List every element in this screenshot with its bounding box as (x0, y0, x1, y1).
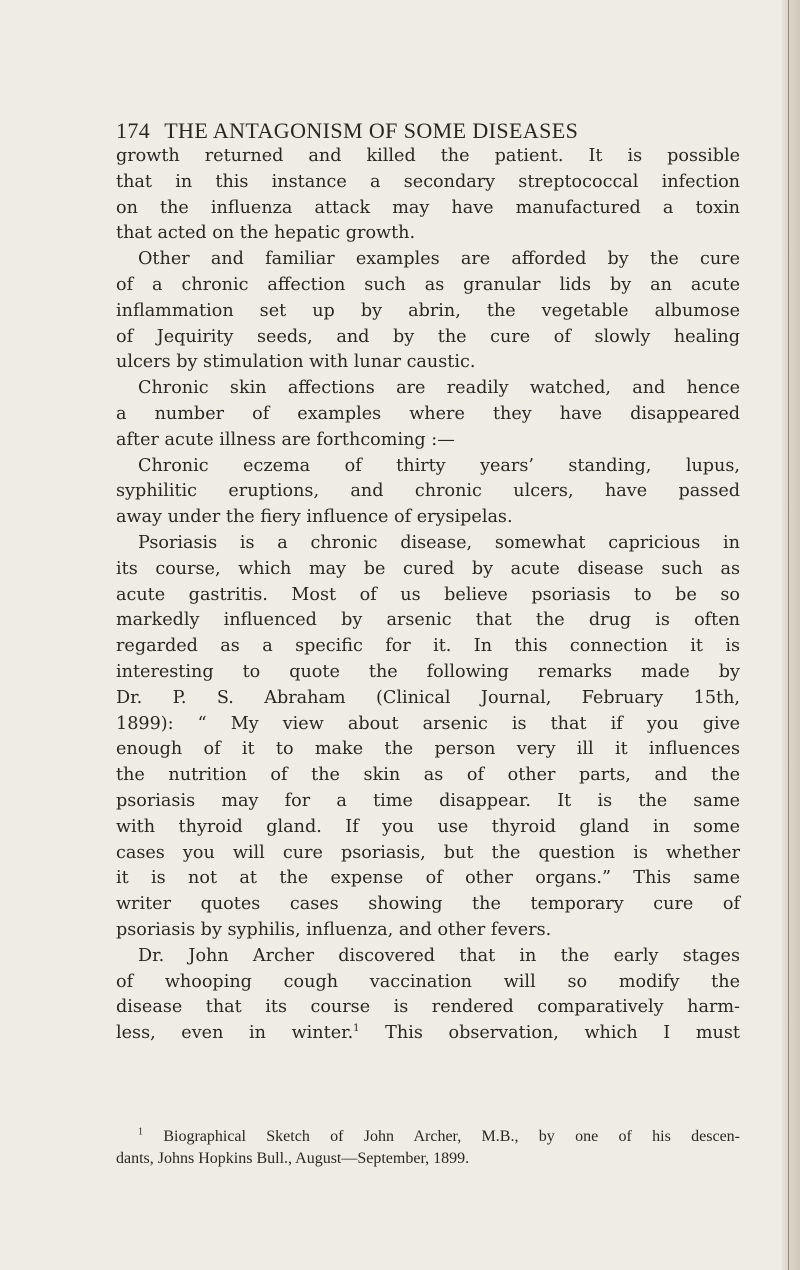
footnote-marker: 1 (138, 1126, 143, 1138)
text-line: that acted on the hepatic growth. (116, 223, 416, 244)
text-line: regarded as a specific for it. In this connection it is (116, 636, 740, 657)
text-line: of a chronic affection such as granular lids by an acute (116, 274, 740, 295)
text-line: ulcers by stimulation with lunar caustic. (116, 352, 476, 373)
text-line: growth returned and killed the patient. It is possible (116, 146, 740, 166)
text-line: Dr. P. S. Abraham (Clinical Journal, February 15th, (116, 687, 740, 708)
footnotes (116, 1126, 740, 1170)
text-line: on the influenza attack may have manufactured a toxin (116, 197, 740, 218)
page-number: 174 (116, 118, 151, 143)
text-line: inflammation set up by abrin, the vegetable albumose (116, 300, 740, 321)
text-line: that in this instance a secondary streptococcal infection (116, 171, 740, 192)
text-line: enough of it to make the person very ill it influences (116, 739, 740, 760)
text-line: of whooping cough vaccination will so modify the (116, 971, 740, 992)
text-line: Chronic eczema of thirty years’ standing, lupus, (138, 455, 740, 476)
text-line: writer quotes cases showing the temporary cure of (116, 894, 740, 915)
text-line: markedly influenced by arsenic that the drug is often (116, 610, 740, 631)
text-line: with thyroid gland. If you use thyroid gland in some (116, 816, 740, 837)
footnote-ref: 1 (353, 1023, 360, 1035)
footnote-text: Biographical Sketch of John Archer, M.B., by one of his descen- (163, 1128, 741, 1145)
text-fragment: less, even in winter. (116, 1023, 354, 1044)
running-title: THE ANTAGONISM OF SOME DISEASES (164, 118, 579, 143)
body-text (116, 144, 740, 1047)
page-edge (782, 0, 800, 1270)
running-header (116, 118, 736, 144)
footnote-line (116, 1126, 740, 1148)
text-line: after acute illness are forthcoming :— (116, 429, 455, 450)
text-line: disease that its course is rendered comparatively harm- (116, 997, 740, 1018)
text-line: psoriasis by syphilis, influenza, and other fevers. (116, 919, 552, 940)
text-line (116, 1021, 740, 1047)
text-line: Dr. John Archer discovered that in the early stages (138, 945, 740, 966)
text-line: syphilitic eruptions, and chronic ulcers, have passed (116, 481, 740, 502)
text-line: 1899): “ My view about arsenic is that if you give (116, 713, 740, 734)
text-line: a number of examples where they have disappeared (116, 403, 740, 424)
text-fragment: This observation, which I must (385, 1023, 740, 1044)
text-line: it is not at the expense of other organs.” This same (116, 868, 740, 889)
text-line: Chronic skin affections are readily watched, and hence (138, 378, 740, 399)
text-line: psoriasis may for a time disappear. It is the same (116, 790, 740, 811)
text-line: Other and familiar examples are afforded by the cure (138, 249, 740, 270)
text-line: Psoriasis is a chronic disease, somewhat capricious in (138, 532, 740, 553)
text-line: of Jequirity seeds, and by the cure of slowly healing (116, 326, 740, 347)
text-line: acute gastritis. Most of us believe psoriasis to be so (116, 584, 740, 605)
text-line: away under the fiery influence of erysipelas. (116, 507, 513, 528)
text-line: interesting to quote the following remarks made by (116, 661, 740, 682)
text-line: cases you will cure psoriasis, but the question is whether (116, 842, 740, 863)
text-line: the nutrition of the skin as of other parts, and the (116, 765, 740, 786)
footnote-line: dants, Johns Hopkins Bull., August—September, 1899. (116, 1150, 470, 1167)
text-line: its course, which may be cured by acute disease such as (116, 558, 740, 579)
